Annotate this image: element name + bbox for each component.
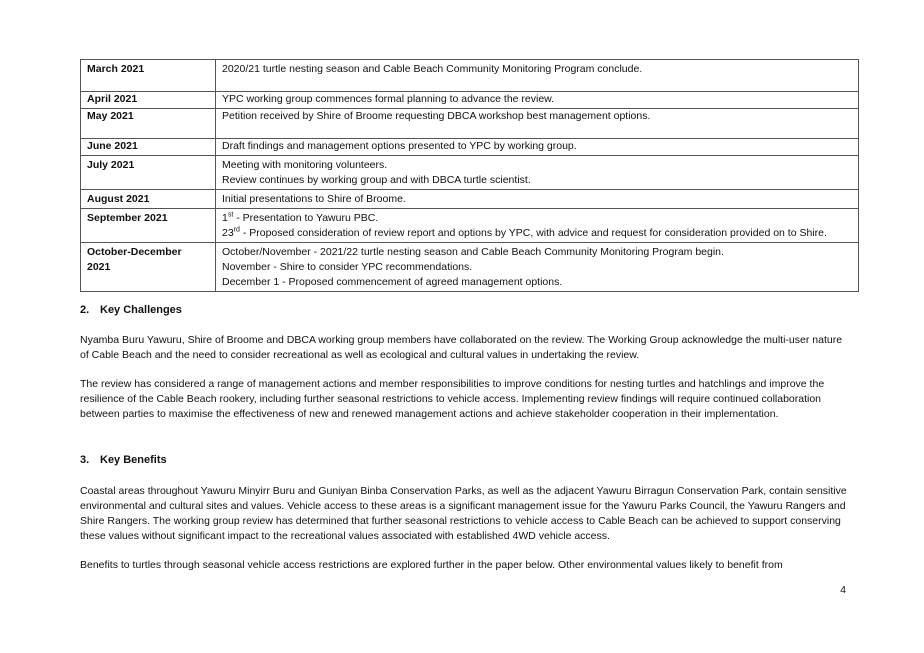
section-heading — [80, 304, 182, 316]
section-title: Key Challenges — [100, 304, 182, 316]
paragraph: Benefits to turtles through seasonal vehicle access restrictions are explored further in the paper below. Other environmental values likely to benefit from — [80, 559, 783, 571]
timeline-activity — [216, 60, 859, 92]
table-row — [81, 190, 859, 209]
timeline-date: July 2021 — [81, 156, 216, 190]
activity-line: Draft findings and management options presented to YPC by working group. — [222, 140, 577, 152]
activity-line — [222, 226, 852, 241]
timeline-activity — [216, 109, 859, 139]
timeline-date: May 2021 — [81, 109, 216, 139]
timeline-activity — [216, 156, 859, 190]
timeline-activity — [216, 209, 859, 243]
table-row — [81, 156, 859, 190]
timeline-activity — [216, 139, 859, 156]
timeline-date: August 2021 — [81, 190, 216, 209]
timeline-activity — [216, 92, 859, 109]
timeline-activity — [216, 243, 859, 292]
activity-line: YPC working group commences formal planning to advance the review. — [222, 93, 555, 105]
timeline-table — [80, 59, 859, 292]
activity-line: Review continues by working group and with DBCA turtle scientist. — [222, 174, 531, 186]
activity-line: December 1 - Proposed commencement of agreed management options. — [222, 276, 563, 288]
ordinal-suffix: st — [227, 211, 234, 219]
day-number: 1 — [222, 212, 228, 224]
table-row — [81, 243, 859, 292]
activity-line: Petition received by Shire of Broome requesting DBCA workshop best management options. — [222, 110, 651, 122]
activity-line: October/November - 2021/22 turtle nesting season and Cable Beach Community Monitoring Program begin. — [222, 246, 724, 258]
paragraph: Nyamba Buru Yawuru, Shire of Broome and DBCA working group members have collaborated on the review. The Working Group acknowledge the multi-user nature of Cable Beach and the need to consider recreational as well as ecological and cultural values in undertaking the review. — [80, 334, 843, 361]
timeline-activity — [216, 190, 859, 209]
date-line: October-December — [87, 246, 182, 258]
activity-line — [222, 211, 852, 226]
table-row — [81, 209, 859, 243]
table-row — [81, 60, 859, 92]
activity-line: Initial presentations to Shire of Broome. — [222, 193, 406, 205]
table-row — [81, 92, 859, 109]
ordinal-suffix: rd — [233, 226, 240, 234]
timeline-date: April 2021 — [81, 92, 216, 109]
timeline-date: September 2021 — [81, 209, 216, 243]
date-line: 2021 — [87, 261, 111, 273]
section-number: 2. — [80, 304, 90, 316]
activity-line: 2020/21 turtle nesting season and Cable Beach Community Monitoring Program conclude. — [222, 63, 643, 75]
timeline-date: June 2021 — [81, 139, 216, 156]
timeline-date: March 2021 — [81, 60, 216, 92]
day-number: 23 — [222, 227, 234, 239]
table-row — [81, 139, 859, 156]
activity-text: - Presentation to Yawuru PBC. — [233, 212, 379, 224]
section-title: Key Benefits — [100, 454, 167, 466]
paragraph: The review has considered a range of management actions and member responsibilities to improve conditions for nesting turtles and hatchlings and improve the resilience of the Cable Beach rookery, including further seasonal restrictions to vehicle access. Implementing review findings will require continued collaboration between parties to maximise the effectiveness of new and renewed management actions and achieve stakeholder cooperation in their implementation. — [80, 378, 825, 420]
activity-line: Meeting with monitoring volunteers. — [222, 159, 388, 171]
section-number: 3. — [80, 454, 90, 466]
page-number: 4 — [840, 584, 846, 596]
timeline-date — [81, 243, 216, 292]
activity-line: November - Shire to consider YPC recommendations. — [222, 261, 473, 273]
activity-text: - Proposed consideration of review report and options by YPC, with advice and request for consideration provided on to Shire. — [239, 227, 827, 239]
section-heading — [80, 454, 167, 466]
paragraph: Coastal areas throughout Yawuru Minyirr Buru and Guniyan Binba Conservation Parks, as well as the adjacent Yawuru Birragun Conservation Park, contain sensitive environmental and cultural sites and values. Vehicle access to these areas is a significant management issue for the Yawuru Parks Council, the Yawuru Rangers and Shire Rangers. The working group review has determined that further seasonal restrictions to vehicle access to Cable Beach can be achieved to support conserving these values without significant impact to the recreational values associated with established 4WD vehicle access. — [80, 485, 847, 542]
table-row — [81, 109, 859, 139]
